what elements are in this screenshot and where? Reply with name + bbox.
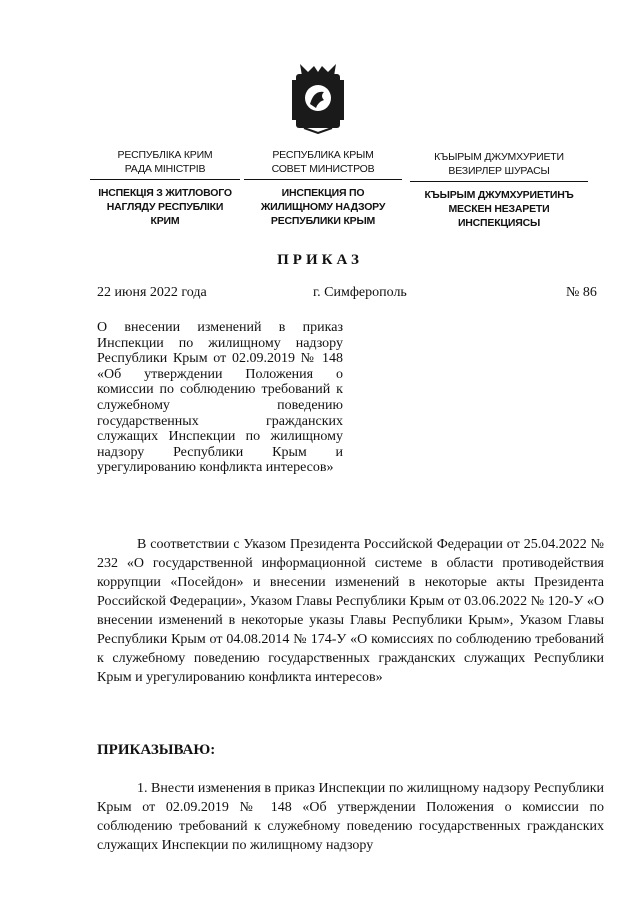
preamble-paragraph: В соответствии с Указом Президента Российской Федерации от 25.04.2022 № 232 «О государственной информационной системе в области противодействия коррупции «Посейдон» и внесении изменений в некоторые акты Президента Российской Федерации», Указом Главы Республики Крым от 03.06.2022 № 120-У «О внесении изменений в некоторые указы Главы Республики Крым», Указом Главы Республики Крым от 04.08.2014 № 174-У «О комиссиях по соблюдению требований к служебному поведению государственных гражданских служащих Республики Крым и урегулированию конфликта интересов» [97, 537, 604, 685]
document-subject: О внесении изменений в приказ Инспекции по жилищному надзору Республики Крым от 02.09.2019 № 148 «Об утверждении Положения о комиссии по соблюдению требований к служебному поведению государственных гражданских служащих Инспекции по жилищному надзору Республики Крым и урегулированию конфликта интересов» [97, 320, 343, 476]
document-date: 22 июня 2022 года [97, 285, 207, 300]
header-left-rule [90, 179, 240, 180]
header-middle-bottom: ИНСПЕКЦИЯ ПО ЖИЛИЩНОМУ НАДЗОРУ РЕСПУБЛИКИ КРЫМ [260, 187, 386, 227]
coat-of-arms-emblem [290, 60, 346, 134]
header-right-bottom: КЪЫРЫМ ДЖУМХУРИЕТИНЪ МЕСКЕН НЕЗАРЕТИ ИНСПЕКЦИЯСЫ [424, 189, 574, 229]
item-1-paragraph: 1. Внести изменения в приказ Инспекции по жилищному надзору Республики Крым от 02.09.2019 № 148 «Об утверждении Положения о комиссии по соблюдению требований к служебному поведению государственных гражданских служащих Инспекции по жилищному надзору [97, 781, 604, 853]
header-middle-rule [244, 179, 402, 180]
header-middle-top: РЕСПУБЛИКА КРЫМ СОВЕТ МИНИСТРОВ [271, 149, 375, 175]
header-middle-column [244, 148, 402, 228]
order-heading: ПРИКАЗЫВАЮ: [97, 742, 216, 758]
header-left-bottom: ІНСПЕКЦІЯ З ЖИТЛОВОГО НАГЛЯДУ РЕСПУБЛІКИ КРИМ [98, 187, 232, 227]
header-right-rule [410, 181, 588, 182]
header-left-top: РЕСПУБЛІКА КРИМ РАДА МІНІСТРІВ [117, 149, 213, 175]
document-city: г. Симферополь [313, 285, 407, 300]
header-right-top: КЪЫРЫМ ДЖУМХУРИЕТИ ВЕЗИРЛЕР ШУРАСЫ [434, 151, 564, 177]
header-left-column [90, 148, 240, 228]
document-title: ПРИКАЗ [277, 252, 363, 268]
document-number: № 86 [566, 285, 597, 300]
header-right-column [410, 150, 588, 230]
